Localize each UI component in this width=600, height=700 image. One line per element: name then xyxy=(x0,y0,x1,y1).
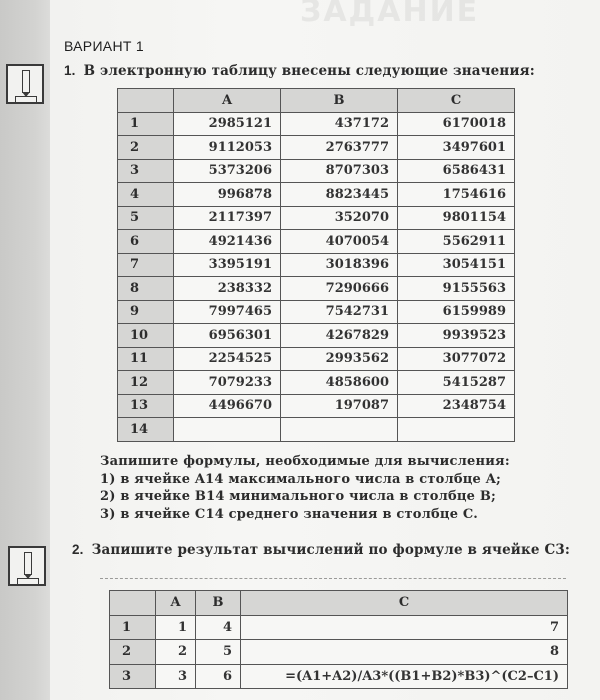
table-row xyxy=(118,418,515,442)
table-row xyxy=(118,347,515,371)
table-row xyxy=(118,300,515,324)
row-header-cell: 1 xyxy=(110,615,156,640)
cell-a: 5373206 xyxy=(174,159,281,183)
cell-a: 7997465 xyxy=(174,300,281,324)
task-1-number: 1. xyxy=(64,63,76,78)
cell-c: =(A1+A2)/A3*((B1+B2)*B3)^(C2–C1) xyxy=(241,664,568,689)
table-row xyxy=(118,136,515,160)
row-header-cell: 13 xyxy=(118,394,174,418)
cell-c: 6159989 xyxy=(398,300,515,324)
cell-c: 7 xyxy=(241,615,568,640)
table-row xyxy=(118,324,515,348)
bleed-through-text: ЗАДАНИЕ xyxy=(300,0,480,29)
table-header-row xyxy=(118,89,515,113)
cell-a: 6956301 xyxy=(174,324,281,348)
table-row xyxy=(110,615,568,640)
table-header-row xyxy=(110,591,568,616)
cell-a: 3395191 xyxy=(174,253,281,277)
cell-b: 7290666 xyxy=(281,277,398,301)
cell-b: 3018396 xyxy=(281,253,398,277)
task-2-prompt xyxy=(72,542,570,558)
instruction-item-2: 2) в ячейке B14 минимального числа в столбце B; xyxy=(100,489,497,504)
cell-a: 996878 xyxy=(174,183,281,207)
cell-c: 6170018 xyxy=(398,112,515,136)
table-row xyxy=(118,183,515,207)
table-row xyxy=(118,230,515,254)
column-header-c: C xyxy=(398,89,515,113)
column-header-b: B xyxy=(196,591,241,616)
cell-b xyxy=(281,418,398,442)
spreadsheet-table-1 xyxy=(117,88,515,442)
cell-c: 2348754 xyxy=(398,394,515,418)
cell-a: 1 xyxy=(156,615,196,640)
cell-c: 8 xyxy=(241,640,568,665)
cell-a: 2985121 xyxy=(174,112,281,136)
task-1-prompt xyxy=(64,63,535,79)
row-header-cell: 5 xyxy=(118,206,174,230)
row-header-cell: 9 xyxy=(118,300,174,324)
cell-c: 3077072 xyxy=(398,347,515,371)
instructions-lead: Запишите формулы, необходимые для вычисления: xyxy=(100,454,510,469)
cell-b: 5 xyxy=(196,640,241,665)
row-header-cell: 2 xyxy=(110,640,156,665)
cell-b: 2993562 xyxy=(281,347,398,371)
column-header-c: C xyxy=(241,591,568,616)
table-row xyxy=(118,159,515,183)
cell-b: 8823445 xyxy=(281,183,398,207)
row-header-cell: 6 xyxy=(118,230,174,254)
column-header-b: B xyxy=(281,89,398,113)
spreadsheet-table-2 xyxy=(109,590,568,689)
row-header-cell: 8 xyxy=(118,277,174,301)
cell-b: 6 xyxy=(196,664,241,689)
table-row xyxy=(118,277,515,301)
cell-b: 4267829 xyxy=(281,324,398,348)
task-1-text: В электронную таблицу внесены следующие значения: xyxy=(83,63,535,79)
cell-b: 7542731 xyxy=(281,300,398,324)
instruction-item-1: 1) в ячейке A14 максимального числа в столбце A; xyxy=(100,471,502,487)
cell-a: 2254525 xyxy=(174,347,281,371)
table-row xyxy=(118,206,515,230)
instruction-item-3: 3) в ячейке C14 среднего значения в столбце C. xyxy=(100,506,478,522)
pencil-icon xyxy=(6,64,44,104)
pencil-shaft xyxy=(24,552,32,575)
cell-c: 6586431 xyxy=(398,159,515,183)
task-1-instructions xyxy=(100,453,510,523)
variant-title: ВАРИАНТ 1 xyxy=(64,38,144,54)
task-2-number: 2. xyxy=(72,542,84,557)
left-margin-strip xyxy=(0,0,50,700)
table-row xyxy=(110,640,568,665)
cell-c: 3497601 xyxy=(398,136,515,160)
pencil-shaft xyxy=(22,70,30,93)
cell-a: 7079233 xyxy=(174,371,281,395)
cell-b: 352070 xyxy=(281,206,398,230)
row-header-cell: 4 xyxy=(118,183,174,207)
cell-b: 4 xyxy=(196,615,241,640)
cell-a: 9112053 xyxy=(174,136,281,160)
row-header-cell: 14 xyxy=(118,418,174,442)
table-row xyxy=(118,394,515,418)
corner-cell xyxy=(118,89,174,113)
cell-a xyxy=(174,418,281,442)
cell-a: 238332 xyxy=(174,277,281,301)
cell-b: 197087 xyxy=(281,394,398,418)
table-row xyxy=(118,371,515,395)
cell-c: 9155563 xyxy=(398,277,515,301)
pencil-icon xyxy=(8,546,46,586)
row-header-cell: 12 xyxy=(118,371,174,395)
cell-b: 8707303 xyxy=(281,159,398,183)
cell-c: 9939523 xyxy=(398,324,515,348)
table-row xyxy=(118,112,515,136)
cell-b: 437172 xyxy=(281,112,398,136)
corner-cell xyxy=(110,591,156,616)
cell-c: 3054151 xyxy=(398,253,515,277)
pencil-base xyxy=(17,578,39,585)
cell-b: 2763777 xyxy=(281,136,398,160)
cell-c: 5562911 xyxy=(398,230,515,254)
cell-c: 9801154 xyxy=(398,206,515,230)
column-header-a: A xyxy=(174,89,281,113)
row-header-cell: 1 xyxy=(118,112,174,136)
cell-a: 4921436 xyxy=(174,230,281,254)
cell-a: 2 xyxy=(156,640,196,665)
task-2-text: Запишите результат вычислений по формуле в ячейке C3: xyxy=(91,542,571,558)
pencil-base xyxy=(15,96,37,103)
row-header-cell: 3 xyxy=(110,664,156,689)
row-header-cell: 2 xyxy=(118,136,174,160)
cell-c xyxy=(398,418,515,442)
cell-b: 4858600 xyxy=(281,371,398,395)
table-row xyxy=(110,664,568,689)
cell-b: 4070054 xyxy=(281,230,398,254)
answer-line[interactable] xyxy=(100,578,566,579)
cell-c: 1754616 xyxy=(398,183,515,207)
row-header-cell: 7 xyxy=(118,253,174,277)
table-row xyxy=(118,253,515,277)
cell-a: 2117397 xyxy=(174,206,281,230)
row-header-cell: 3 xyxy=(118,159,174,183)
row-header-cell: 11 xyxy=(118,347,174,371)
column-header-a: A xyxy=(156,591,196,616)
cell-a: 4496670 xyxy=(174,394,281,418)
cell-c: 5415287 xyxy=(398,371,515,395)
cell-a: 3 xyxy=(156,664,196,689)
row-header-cell: 10 xyxy=(118,324,174,348)
